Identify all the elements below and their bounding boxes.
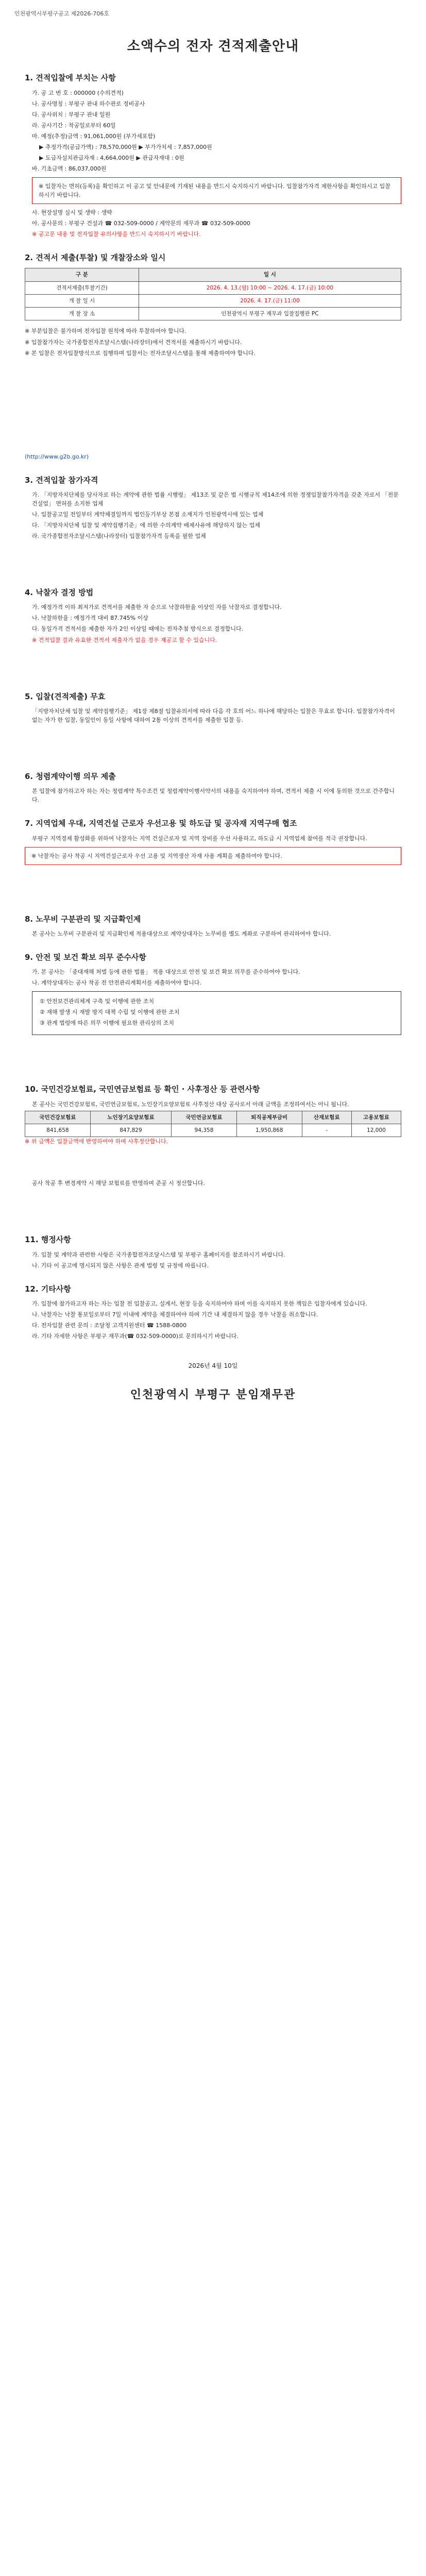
section-heading: 8. 노무비 구분관리 및 지급확인제	[25, 914, 141, 924]
document-body	[25, 36, 401, 1404]
note: ※ 본 입찰은 전자입찰방식으로 집행하며 입찰서는 전자조달시스템을 통해 제출하여야 합니다.	[25, 349, 255, 357]
section-heading: 11. 행정사항	[25, 1235, 71, 1245]
item: 사. 현장설명 실시 및 생략 : 생략	[32, 209, 112, 216]
section-heading: 7. 지역업체 우대, 지역건설 근로자 우선고용 및 하도급 및 공자재 지역구매 협조	[25, 819, 297, 828]
table-cell: -	[302, 1124, 351, 1137]
section-heading: 6. 청렴계약이행 의무 제출	[25, 771, 116, 781]
paragraph: 다. 「지방자치단체 입찰 및 계약집행기준」에 의한 수의계약 배제사유에 해당하지 않는 업체	[32, 522, 260, 529]
section-7	[25, 818, 401, 900]
section-heading: 10. 국민건강보험료, 국민연금보험료 등 확인 · 사후정산 등 관련사항	[25, 1084, 260, 1094]
section-heading: 3. 견적입찰 참가자격	[25, 475, 98, 485]
item: 다. 공사위치 : 부평구 관내 일원	[32, 111, 111, 118]
sub-item: ▶ 추정가격(공급가액) : 78,570,000원 ▶ 부가가치세 : 7,857,000원	[39, 143, 212, 150]
item: 나. 공사명칭 : 부평구 관내 하수관로 정비공사	[32, 100, 145, 107]
section-10	[25, 1083, 401, 1221]
table-cell: 개 찰 일 시	[25, 294, 139, 307]
table-cell: 2026. 4. 17.(금) 11:00	[139, 294, 401, 307]
table-header: 고용보험료	[351, 1111, 401, 1124]
paragraph: 라. 국가종합전자조달시스템(나라장터) 입찰참가자격 등록을 필한 업체	[32, 533, 206, 540]
table-header: 산재보험료	[302, 1111, 351, 1124]
item: 나. 계약상대자는 공사 착공 전 안전관리계획서를 제출하여야 합니다.	[32, 979, 201, 987]
red-note: ※ 위 금액은 입찰금액에 반영하여야 하며 사후정산합니다.	[25, 1138, 168, 1145]
box-item: ② 재해 발생 시 재발 방지 대책 수립 및 이행에 관한 조치	[40, 1009, 180, 1016]
item: 마. 예정(추정)금액 : 91,061,000원 (부가세포함)	[32, 132, 156, 140]
table-cell: 인천광역시 부평구 재무과 입찰집행관 PC	[139, 308, 401, 320]
section-6	[25, 771, 401, 804]
item: 다. 동일가격 견적서를 제출한 자가 2인 이상일 때에는 전자추첨 방식으로 결정합니다.	[32, 625, 244, 633]
box-item: ① 안전보건관리체계 구축 및 이행에 관한 조치	[40, 998, 155, 1005]
warning-box: ※ 입찰자는 면허(등록)을 확인하고 이 공고 및 안내문에 기재된 내용을 반드시 숙지하시기 바랍니다. 입찰참가자격 제한사항을 확인하시고 입찰하시기 바랍니다.	[32, 177, 401, 204]
item: 바. 기초금액 : 86,037,000원	[32, 165, 107, 172]
note: ※ 부분입찰은 불가하며 전자입찰 원칙에 따라 투찰하여야 합니다.	[25, 328, 186, 335]
paragraph: 본 입찰에 참가하고자 하는 자는 청렴계약 특수조건 및 청렴계약이행서약서의 내용을 숙지하여야 하며, 견적서 제출 시 이에 동의한 것으로 간주합니다.	[32, 788, 395, 804]
red-note: ※ 견적입찰 결과 유효한 견적서 제출자가 없을 경우 재공고 할 수 있습니다.	[32, 636, 217, 643]
page-title: 소액수의 전자 견적제출안내	[127, 39, 299, 54]
section-heading: 9. 안전 및 보건 확보 의무 준수사항	[25, 952, 146, 962]
section-heading: 4. 낙찰자 결정 방법	[25, 588, 94, 598]
table-cell: 94,358	[172, 1124, 237, 1137]
section-heading: 12. 기타사항	[25, 1284, 71, 1294]
section-3	[25, 474, 401, 573]
table-header: 국민건강보험료	[25, 1111, 91, 1124]
insurance-table	[25, 1111, 401, 1138]
section-11	[25, 1234, 401, 1269]
header-note: 인천광역시부평구공고 제2026-706호	[14, 10, 109, 17]
section-5	[25, 691, 401, 757]
table-cell: 1,950,868	[236, 1124, 302, 1137]
paragraph: 다. 전자입찰 관련 문의 : 조달청 고객지원센터 ☎ 1588-0800	[32, 1322, 187, 1329]
section-heading: 2. 견적서 제출(투찰) 및 개찰장소와 일시	[25, 253, 166, 263]
box-item: ③ 관계 법령에 따른 의무 이행에 필요한 관리상의 조치	[40, 1020, 174, 1027]
section-2	[25, 252, 401, 461]
table-header: 퇴직공제부금비	[236, 1111, 302, 1124]
red-note: ※ 공고문 내용 및 전자입찰 유의사항을 반드시 숙지하시기 바랍니다.	[32, 231, 201, 238]
item: 나. 낙찰하한율 : 예정가격 대비 87.745% 이상	[32, 615, 148, 622]
table-cell: 2026. 4. 13.(월) 10:00 ~ 2026. 4. 17.(금) 10:00	[139, 281, 401, 294]
table-header: 구 분	[25, 268, 139, 281]
paragraph: 가. 입찰에 참가하고자 하는 자는 입찰 전 입찰공고, 설계서, 현장 등을 숙지하여야 하며 이를 숙지하지 못한 책임은 입찰자에게 있습니다.	[32, 1300, 367, 1307]
table-cell: 841,658	[25, 1124, 91, 1137]
paragraph: 라. 기타 자세한 사항은 부평구 재무과(☎ 032-509-0000)로 문의하시기 바랍니다.	[32, 1333, 238, 1340]
footer-date: 2026년 4월 10일	[188, 1362, 238, 1370]
section-1	[25, 72, 401, 239]
warning-box: ※ 낙찰자는 공사 착공 시 지역건설근로자 우선 고용 및 지역생산 자재 사용 계획을 제출하여야 합니다.	[25, 847, 401, 865]
sub-item: ▶ 도급자설치관급자재 : 4,664,000원 ▶ 관급자재대 : 0원	[39, 154, 184, 161]
item: 가. 공 고 번 호 : 000000 (수의견적)	[32, 89, 124, 96]
footer-org: 인천광역시 부평구 분임재무관	[130, 1388, 296, 1401]
table-cell: 12,000	[351, 1124, 401, 1137]
paragraph: 공사 착공 후 변경계약 시 해당 보험료를 반영하며 준공 시 정산합니다.	[32, 1180, 205, 1187]
table-cell: 견적서제출(투찰기간)	[25, 281, 139, 294]
paragraph: 본 공사는 국민건강보험료, 국민연금보험료, 노인장기요양보험료 사후정산 대상 공사로서 아래 금액을 조정하여서는 아니 됩니다.	[32, 1100, 349, 1108]
paragraph: 나. 기타 이 공고에 명시되지 않은 사항은 관계 법령 및 규정에 따릅니다.	[32, 1262, 209, 1269]
paragraph: 가. 입찰 및 계약과 관련한 사항은 국가종합전자조달시스템 및 부평구 홈페이지를 참조하시기 바랍니다.	[32, 1251, 285, 1258]
paragraph: 가. 「지방자치단체를 당사자로 하는 계약에 관한 법률 시행령」 제13조 및 같은 법 시행규칙 제14조에 의한 경쟁입찰참가자격을 갖춘 자로서 「전문건설업」 면허를 소지한 업체	[32, 491, 399, 507]
paragraph: 나. 입찰공고일 전일부터 계약체결일까지 법인등기부상 본점 소재지가 인천광역시에 있는 업체	[32, 511, 264, 518]
schedule-table	[25, 268, 401, 320]
section-12	[25, 1283, 401, 1341]
note: ※ 입찰참가자는 국가종합전자조달시스템(나라장터)에서 견적서를 제출하시기 바랍니다.	[25, 338, 242, 346]
section-8	[25, 913, 401, 938]
item: 가. 예정가격 이하 최저가로 견적서를 제출한 자 순으로 낙찰하한율 이상인 자를 낙찰자로 결정합니다.	[32, 604, 282, 611]
paragraph: 부평구 지역경제 활성화를 위하여 낙찰자는 지역 건설근로자 및 지역 장비를 우선 사용하고, 하도급 시 지역업체 참여를 적극 권장합니다.	[32, 835, 367, 842]
paragraph: 본 공사는 노무비 구분관리 및 지급확인제 적용대상으로 계약상대자는 노무비를 별도 계좌로 구분하여 관리하여야 합니다.	[32, 930, 331, 937]
paragraph: 나. 낙찰자는 낙찰 통보일로부터 7일 이내에 계약을 체결하여야 하며 기간 내 체결하지 않을 경우 낙찰을 취소합니다.	[32, 1311, 318, 1318]
item: 가. 본 공사는 「중대재해 처벌 등에 관한 법률」 적용 대상으로 안전 및 보건 확보 의무를 준수하여야 합니다.	[32, 969, 300, 976]
table-header: 노인장기요양보험료	[90, 1111, 171, 1124]
table-header: 국민연금보험료	[172, 1111, 237, 1124]
section-9	[25, 952, 401, 1070]
item: 라. 공사기간 : 착공일로부터 60일	[32, 122, 116, 129]
obligation-box	[32, 991, 401, 1035]
item: 아. 공사문의 : 부평구 건설과 ☎ 032-509-0000 / 계약문의 재무과 ☎ 032-509-0000	[32, 220, 250, 227]
table-cell: 개 찰 장 소	[25, 308, 139, 320]
table-header: 일 시	[139, 268, 401, 281]
g2b-link[interactable]: (http://www.g2b.go.kr)	[25, 453, 89, 460]
section-heading: 5. 입찰(견적제출) 무효	[25, 691, 106, 701]
table-cell: 847,829	[90, 1124, 171, 1137]
section-4	[25, 587, 401, 677]
paragraph: 「지방자치단체 입찰 및 계약집행기준」 제1장 제8절 입찰유의서에 따라 다음 각 호의 어느 하나에 해당하는 입찰은 무효로 합니다. 입찰참가자격이 없는 자가 한 입찰, 동일인이 동일 사항에 대하여 2통 이상의 견적서를 제출한 입찰 등.	[32, 707, 395, 723]
section-heading: 1. 견적입찰에 부치는 사항	[25, 73, 116, 83]
